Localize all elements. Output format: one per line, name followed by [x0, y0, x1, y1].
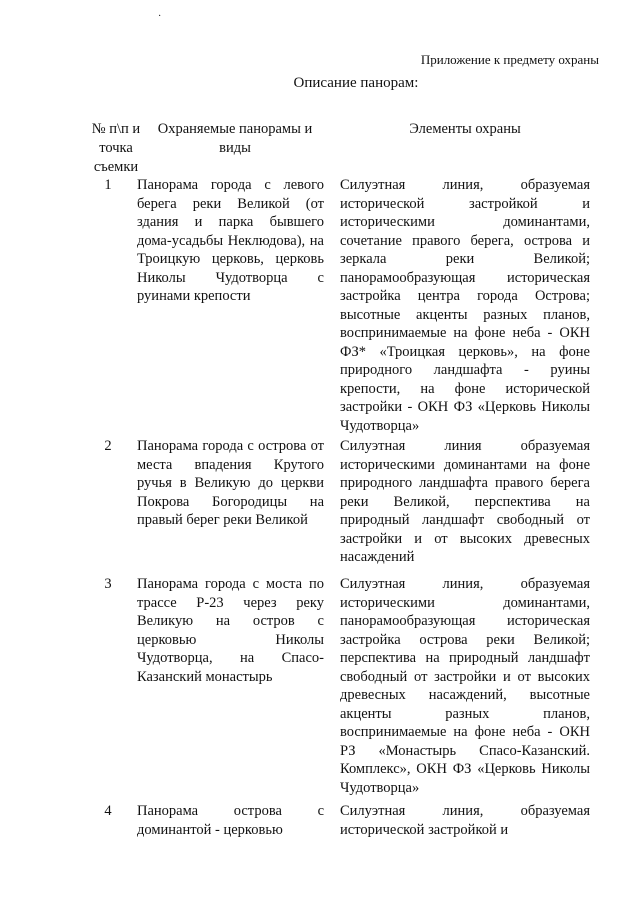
panorama-description: Панорама города с острова от места впадения Крутого ручья в Великую до церкви Покрова Богородицы на правый берег реки Великой [137, 438, 324, 528]
page-mark: · [158, 11, 162, 22]
protection-elements: Силуэтная линия, образуемая историческими доминантами, панорамообразующая историческая застройка острова реки Великой; перспектива на природный ландшафт свободный от застройки и от высоких древесных насаждений, высотные акценты разных планов, воспринимаемые на фоне неба - ОКН РЗ «Монастырь Спасо-Казанский. Комплекс», ОКН ФЗ «Церковь Николы Чудотворца» [340, 576, 590, 796]
row-number: 1 [104, 177, 112, 193]
header-panoramas: Охраняемые панорамы и виды [157, 121, 313, 156]
panorama-description: Панорама города с левого берега реки Великой (от здания и парка бывшего дома-усадьбы Неклюдова), на Троицкую церковь, церковь Николы Чудотворца с руинами крепости [137, 177, 324, 304]
document-title-text: Описание панорам: [293, 75, 419, 91]
row-number: 2 [104, 438, 112, 454]
header-number: № п\п и точка съемки [91, 121, 141, 175]
protection-elements: Силуэтная линия, образуемая исторической застройкой и историческими доминантами, сочетание правого берега, острова и зеркала реки Великой; панорамообразующая историческая застройка центра города Острова; высотные акценты разных планов, воспринимаемые на фоне неба - ОКН ФЗ* «Троицкая церковь», на фоне природного ландшафта - руины крепости, на фоне исторической застройки - ОКН ФЗ «Церковь Николы Чудотворца» [340, 177, 590, 434]
appendix-label: Приложение к предмету охраны [420, 52, 599, 67]
document-title [0, 74, 640, 92]
row-number: 3 [104, 576, 112, 592]
protection-elements: Силуэтная линия, образуемая исторической застройкой и [340, 803, 590, 838]
row-number: 4 [104, 803, 112, 819]
header-elements: Элементы охраны [409, 121, 521, 137]
protection-elements: Силуэтная линия образуемая историческими доминантами на фоне природного ландшафта правого берега реки Великой, перспектива на природный ландшафт свободный от застройки и от высоких древесных насаждений [340, 438, 590, 565]
panorama-description: Панорама города с моста по трассе Р-23 через реку Великую на остров с церковью Николы Чудотворца, на Спасо-Казанский монастырь [137, 576, 324, 685]
panorama-description: Панорама острова с доминантой - церковью [137, 803, 324, 838]
